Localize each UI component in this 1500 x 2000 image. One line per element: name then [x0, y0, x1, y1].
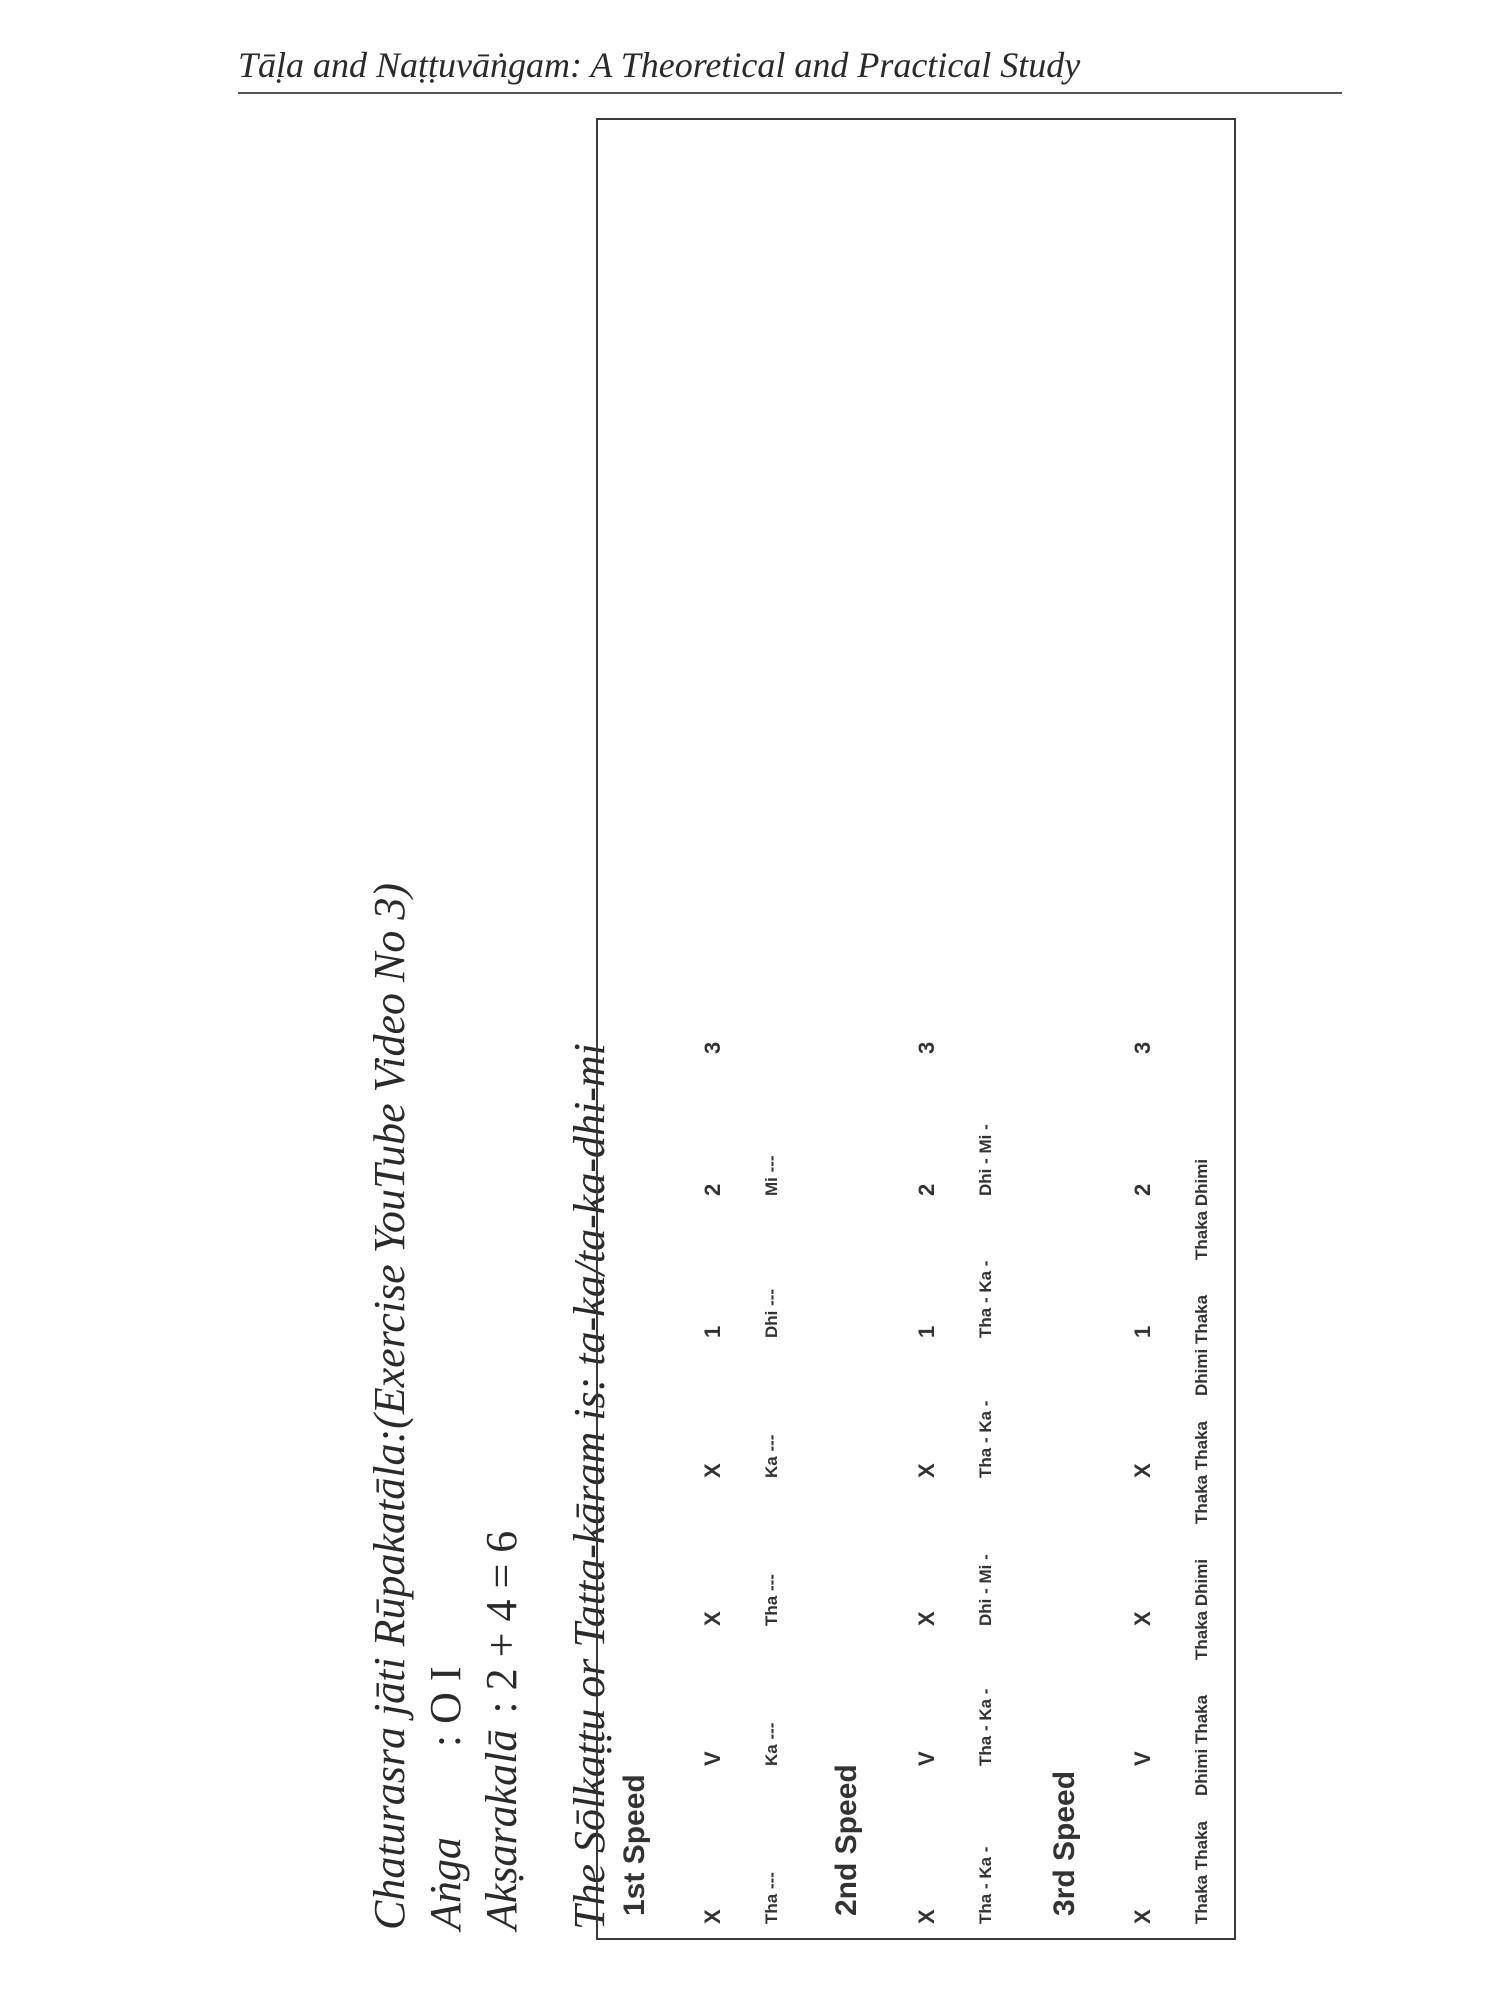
solkattu-syllable: Thaka Dhimi — [1192, 1158, 1211, 1260]
solkattu-syllable: Tha - Ka - — [976, 1400, 995, 1478]
solkattu-syllable: Tha - Ka - — [976, 1846, 995, 1924]
beat-mark: V — [1130, 1751, 1155, 1766]
beat-mark: X — [914, 1611, 939, 1626]
solkattu-syllable: Tha - Ka - — [976, 1688, 995, 1766]
speed-heading: 1st Speed — [618, 1774, 651, 1916]
beat-mark: 2 — [914, 1183, 939, 1196]
solkattu-syllable: Mi --- — [762, 1155, 781, 1196]
beat-mark: 3 — [1130, 1041, 1155, 1054]
solkattu-syllable: Dhimi Thaka — [1192, 1294, 1211, 1396]
solkattu-syllable: Tha --- — [762, 1872, 781, 1924]
beat-mark: 2 — [1130, 1183, 1155, 1196]
solkattu-prefix: The Sōlkaṭṭu or Tatta-kāram is: — [565, 1365, 614, 1930]
solkattu-syllable: Dhi --- — [762, 1288, 781, 1338]
beat-mark: X — [700, 1463, 725, 1478]
beat-mark: V — [700, 1751, 725, 1766]
beat-mark: 1 — [700, 1325, 725, 1338]
solkattu-syllable: Dhi - Mi - — [976, 1124, 995, 1196]
solkattu-syllable: Thaka Thaka — [1192, 1421, 1211, 1524]
beat-mark: 2 — [700, 1183, 725, 1196]
anga-label: Aṅga — [421, 1837, 470, 1930]
solkattu-syllable: Ka --- — [762, 1434, 781, 1478]
exercise-title: Chaturasra jāti Rūpakatāla:(Exercise YouTube Video No 3) — [365, 883, 414, 1930]
beat-mark: 1 — [1130, 1325, 1155, 1338]
beat-mark: X — [1130, 1463, 1155, 1478]
solkattu-value: ta-ka/ta-ka-dhi-mi — [565, 1043, 614, 1366]
header-rule — [238, 92, 1342, 94]
solkattu-syllable: Dhimi Thaka — [1192, 1694, 1211, 1796]
running-header: Tāḷa and Naṭṭuvāṅgam: A Theoretical and Practical Study — [238, 45, 1081, 85]
solkattu-syllable: Thaka Thaka — [1192, 1821, 1211, 1924]
solkattu-syllable: Ka --- — [762, 1722, 781, 1766]
beat-mark: X — [914, 1909, 939, 1924]
beat-mark: X — [700, 1909, 725, 1924]
beat-mark: 3 — [914, 1041, 939, 1054]
beat-mark: X — [914, 1463, 939, 1478]
beat-mark: 1 — [914, 1325, 939, 1338]
tala-table — [596, 118, 1236, 1940]
solkattu-syllable: Dhi - Mi - — [976, 1554, 995, 1626]
beat-mark: 3 — [700, 1041, 725, 1054]
solkattu-syllable: Thaka Dhimi — [1192, 1558, 1211, 1660]
anga-line — [420, 1666, 471, 1930]
beat-mark: X — [1130, 1611, 1155, 1626]
aksarakala-line — [476, 1531, 527, 1930]
speed-heading: 2nd Speed — [830, 1764, 863, 1916]
beat-mark: X — [1130, 1909, 1155, 1924]
solkattu-syllable: Tha - Ka - — [976, 1260, 995, 1338]
speed-heading: 3rd Speed — [1048, 1770, 1081, 1916]
aksarakala-label: Akṣarakalā — [477, 1729, 526, 1930]
aksarakala-value: : 2 + 4 = 6 — [477, 1530, 526, 1714]
solkattu-syllable: Tha --- — [762, 1574, 781, 1626]
anga-value: : O I — [421, 1666, 470, 1748]
beat-mark: V — [914, 1751, 939, 1766]
beat-mark: X — [700, 1611, 725, 1626]
